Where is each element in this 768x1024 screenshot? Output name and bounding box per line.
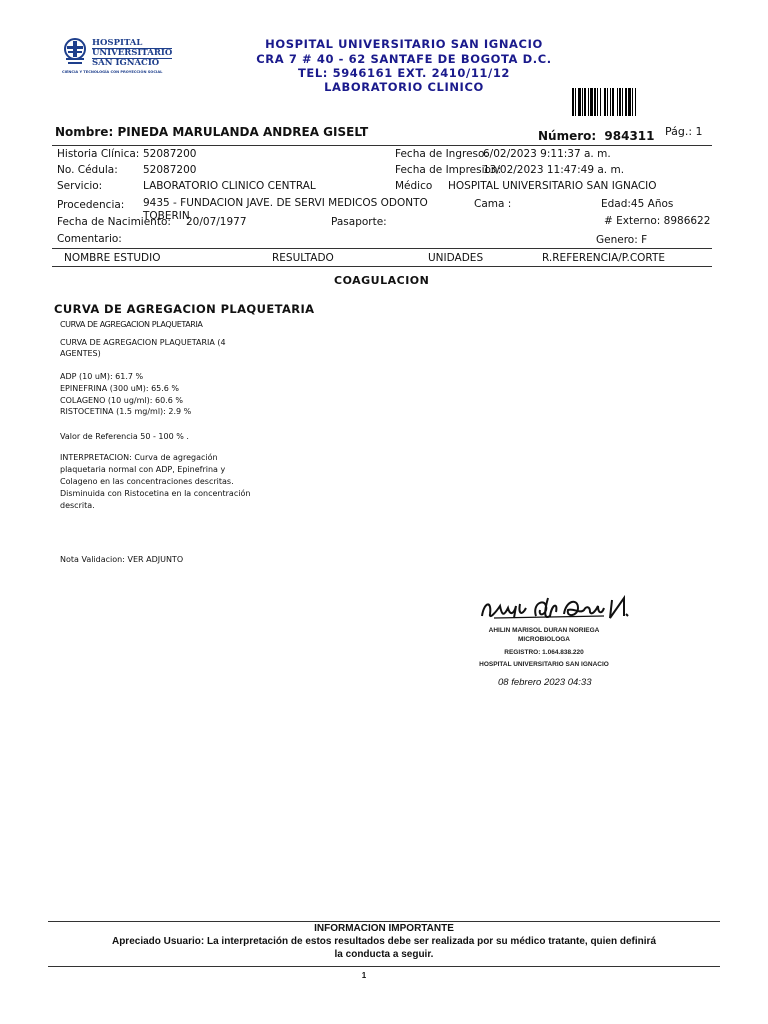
numero-label: Número:: [538, 129, 597, 143]
study-title: CURVA DE AGREGACION PLAQUETARIA: [54, 302, 315, 316]
col-header-units: UNIDADES: [428, 252, 484, 264]
servicio-label: Servicio:: [57, 180, 103, 192]
nombre-label: Nombre:: [55, 125, 114, 139]
externo-value: # Externo: 8986622: [604, 215, 711, 227]
barcode-bar: [588, 88, 589, 116]
interpretation-line1: INTERPRETACION: Curva de agregación: [60, 453, 218, 462]
barcode-bar: [607, 88, 608, 116]
signer-name: AHILIN MARISOL DURAN NORIEGA: [488, 627, 600, 634]
historia-value: 52087200: [143, 148, 197, 160]
barcode-bar: [619, 88, 621, 116]
servicio-value: LABORATORIO CLINICO CENTRAL: [143, 180, 316, 192]
logo-tagline: CIENCIA Y TECNOLOGÍA CON PROYECCIÓN SOCIAL: [62, 70, 163, 74]
barcode-bar: [572, 88, 574, 116]
signer-institution: HOSPITAL UNIVERSITARIO SAN IGNACIO: [479, 661, 609, 668]
barcode-bar: [622, 88, 623, 116]
barcode-bar: [617, 88, 618, 116]
barcode: [572, 88, 656, 116]
logo-line3: SAN IGNACIO: [92, 58, 160, 68]
barcode-bar: [604, 88, 606, 116]
result-adp: ADP (10 uM): 61.7 %: [60, 372, 144, 381]
barcode-bar: [594, 88, 596, 116]
barcode-bar: [628, 88, 631, 116]
comentario-label: Comentario:: [57, 233, 122, 245]
procedencia-value: 9435 - FUNDACION JAVE. DE SERVI MEDICOS ODONTO: [143, 197, 428, 209]
footer-line1: Apreciado Usuario: La interpretación de estos resultados debe ser realizada por su médico tratante, quien definirá: [111, 936, 657, 947]
logo-line2: UNIVERSITARIO: [92, 48, 173, 58]
result-colageno: COLAGENO (10 ug/ml): 60.6 %: [60, 396, 183, 405]
impresion-label: Fecha de Impresion:: [395, 164, 502, 176]
barcode-bar: [635, 88, 636, 116]
barcode-bar: [584, 88, 586, 116]
footer-title: INFORMACION IMPORTANTE: [314, 923, 454, 934]
department-name: LABORATORIO CLINICO: [324, 80, 484, 94]
barcode-bar: [600, 88, 601, 116]
signature-date: 08 febrero 2023 04:33: [498, 677, 592, 688]
col-header-study: NOMBRE ESTUDIO: [64, 252, 161, 264]
ingreso-value: 6/02/2023 9:11:37 a. m.: [483, 148, 611, 160]
order-number: 984311: [604, 129, 655, 143]
signer-role: MICROBIOLOGA: [518, 636, 570, 643]
cama-label: Cama :: [474, 198, 512, 210]
col-header-reference: R.REFERENCIA/P.CORTE: [542, 252, 666, 264]
interpretation-line2: plaquetaria normal con ADP, Epinefrina y: [60, 465, 226, 474]
impresion-value: 13/02/2023 11:47:49 a. m.: [483, 164, 625, 176]
barcode-bar: [582, 88, 583, 116]
signer-registro: REGISTRO: 1.064.838.220: [504, 649, 584, 656]
interpretation-line3: Colageno en las concentraciones descritas.: [60, 477, 234, 486]
page-number: Pág.: 1: [665, 125, 703, 138]
hospital-address: CRA 7 # 40 - 62 SANTAFE DE BOGOTA D.C.: [256, 52, 552, 66]
procedencia-cont: TOBERIN: [143, 210, 190, 222]
study-desc-line1: CURVA DE AGREGACION PLAQUETARIA (4: [60, 338, 226, 347]
barcode-bar: [575, 88, 576, 116]
cedula-value: 52087200: [143, 164, 197, 176]
handwritten-signature: [474, 592, 634, 626]
medico-label: Médico: [395, 180, 433, 192]
genero-value: Genero: F: [596, 234, 648, 246]
nacimiento-label: Fecha de Nacimiento:: [57, 216, 171, 228]
patient-name: PINEDA MARULANDA ANDREA GISELT: [117, 125, 369, 139]
pasaporte-label: Pasaporte:: [331, 216, 387, 228]
result-ristocetina: RISTOCETINA (1.5 mg/ml): 2.9 %: [60, 407, 192, 416]
col-header-result: RESULTADO: [272, 252, 334, 264]
interpretation-line4: Disminuida con Ristocetina en la concentración: [60, 489, 251, 498]
barcode-bar: [625, 88, 627, 116]
logo-line1: HOSPITAL: [92, 38, 143, 48]
barcode-bar: [632, 88, 633, 116]
section-title: COAGULACION: [334, 274, 430, 287]
barcode-bar: [578, 88, 581, 116]
medico-value: HOSPITAL UNIVERSITARIO SAN IGNACIO: [448, 180, 657, 192]
study-desc-line2: AGENTES): [60, 349, 101, 358]
footer-line2: la conducta a seguir.: [334, 949, 434, 960]
historia-label: Historia Clínica:: [57, 148, 140, 160]
procedencia-label: Procedencia:: [57, 199, 125, 211]
validation-note: Nota Validacion: VER ADJUNTO: [60, 555, 184, 564]
interpretation-line5: descrita.: [60, 501, 95, 510]
barcode-bar: [612, 88, 614, 116]
barcode-bar: [590, 88, 593, 116]
barcode-bar: [597, 88, 598, 116]
hospital-phone: TEL: 5946161 EXT. 2410/11/12: [297, 66, 511, 80]
reference-value: Valor de Referencia 50 - 100 % .: [60, 432, 189, 441]
hospital-name: HOSPITAL UNIVERSITARIO SAN IGNACIO: [265, 37, 543, 51]
cedula-label: No. Cédula:: [57, 164, 118, 176]
result-epinefrina: EPINEFRINA (300 uM): 65.6 %: [60, 384, 180, 393]
nacimiento-value: 20/07/1977: [186, 216, 247, 228]
barcode-bar: [610, 88, 611, 116]
ingreso-label: Fecha de Ingreso:: [395, 148, 488, 160]
footer-page-number: 1: [361, 971, 367, 980]
study-subtitle: CURVA DE AGREGACION PLAQUETARIA: [60, 320, 203, 329]
edad-value: Edad:45 Años: [601, 198, 674, 210]
